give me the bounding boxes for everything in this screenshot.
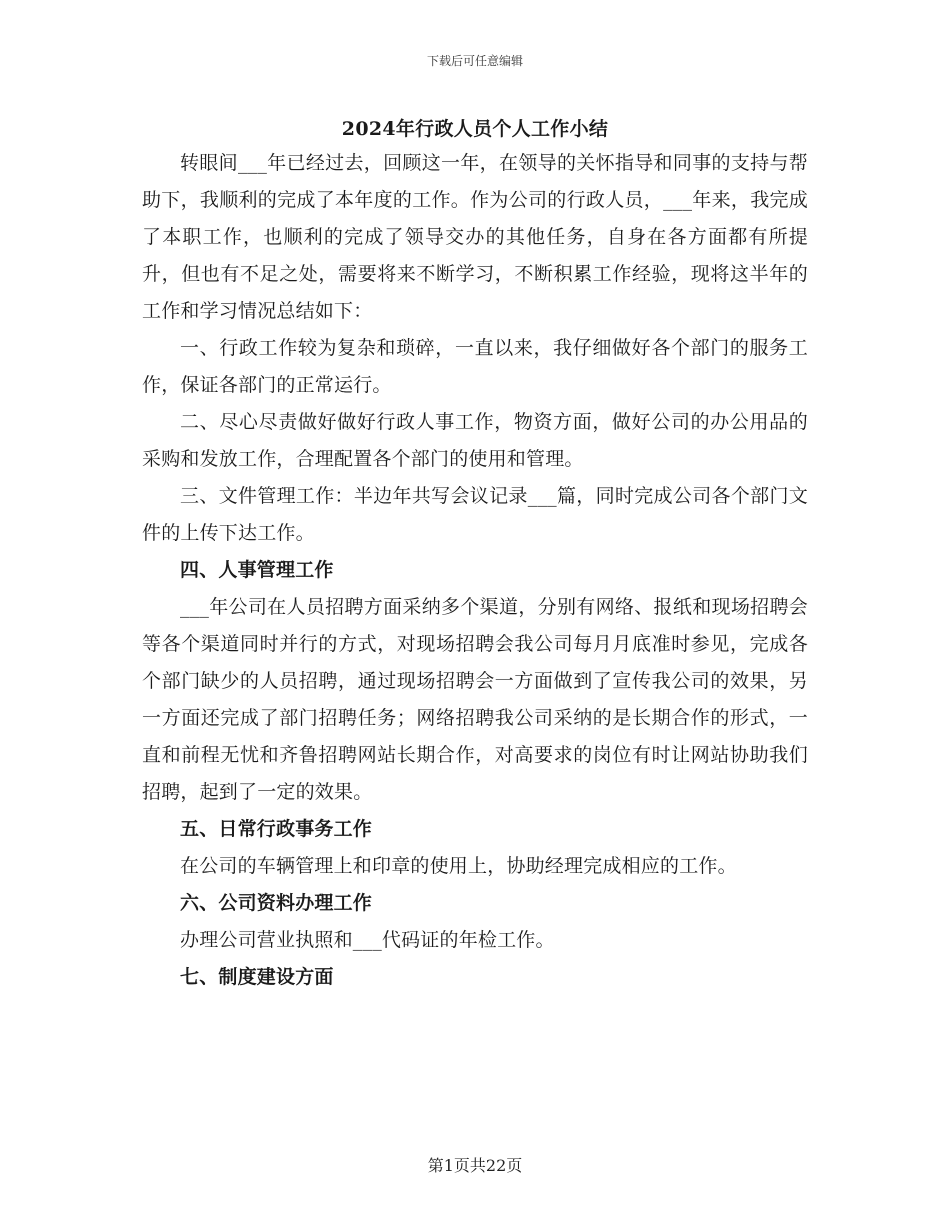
heading-section-4: 四、人事管理工作 <box>180 559 334 581</box>
paragraph-section-3: 三、文件管理工作：半边年共写会议记录___篇，同时完成公司各个部门文件的上传下达工作。 <box>142 485 808 544</box>
paragraph-section-1: 一、行政工作较为复杂和琐碎，一直以来，我仔细做好各个部门的服务工作，保证各部门的正常运行。 <box>142 337 808 396</box>
paragraph-section-2: 二、尽心尽责做好做好行政人事工作，物资方面，做好公司的办公用品的采购和发放工作，合理配置各个部门的使用和管理。 <box>142 411 808 470</box>
paragraph-section-4: ___年公司在人员招聘方面采纳多个渠道，分别有网络、报纸和现场招聘会等各个渠道同时并行的方式，对现场招聘会我公司每月月底准时参见，完成各个部门缺少的人员招聘，通过现场招聘会一方面做到了宣传我公司的效果，另一方面还完成了部门招聘任务；网络招聘我公司采纳的是长期合作的形式，一直和前程无忧和齐鲁招聘网站长期合作，对高要求的岗位有时让网站协助我们招聘，起到了一定的效果。 <box>142 596 808 803</box>
paragraph-section-6: 办理公司营业执照和___代码证的年检工作。 <box>180 929 555 951</box>
paragraph-intro: 转眼间___年已经过去，回顾这一年，在领导的关怀指导和同事的支持与帮助下，我顺利的完成了本年度的工作。作为公司的行政人员，___年来，我完成了本职工作，也顺利的完成了领导交办的其他任务，自身在各方面都有所提升，但也有不足之处，需要将来不断学习，不断积累工作经验，现将这半年的工作和学习情况总结如下： <box>142 152 808 322</box>
page-footer-number: 第1页共22页 <box>427 1156 523 1175</box>
heading-section-5: 五、日常行政事务工作 <box>180 818 373 840</box>
document-body <box>142 145 808 996</box>
heading-section-6: 六、公司资料办理工作 <box>180 892 373 914</box>
paragraph-section-5: 在公司的车辆管理上和印章的使用上，协助经理完成相应的工作。 <box>180 855 737 877</box>
page-header-note: 下载后可任意编辑 <box>426 54 523 68</box>
heading-section-7: 七、制度建设方面 <box>180 966 334 988</box>
document-title: 2024年行政人员个人工作小结 <box>341 118 609 140</box>
